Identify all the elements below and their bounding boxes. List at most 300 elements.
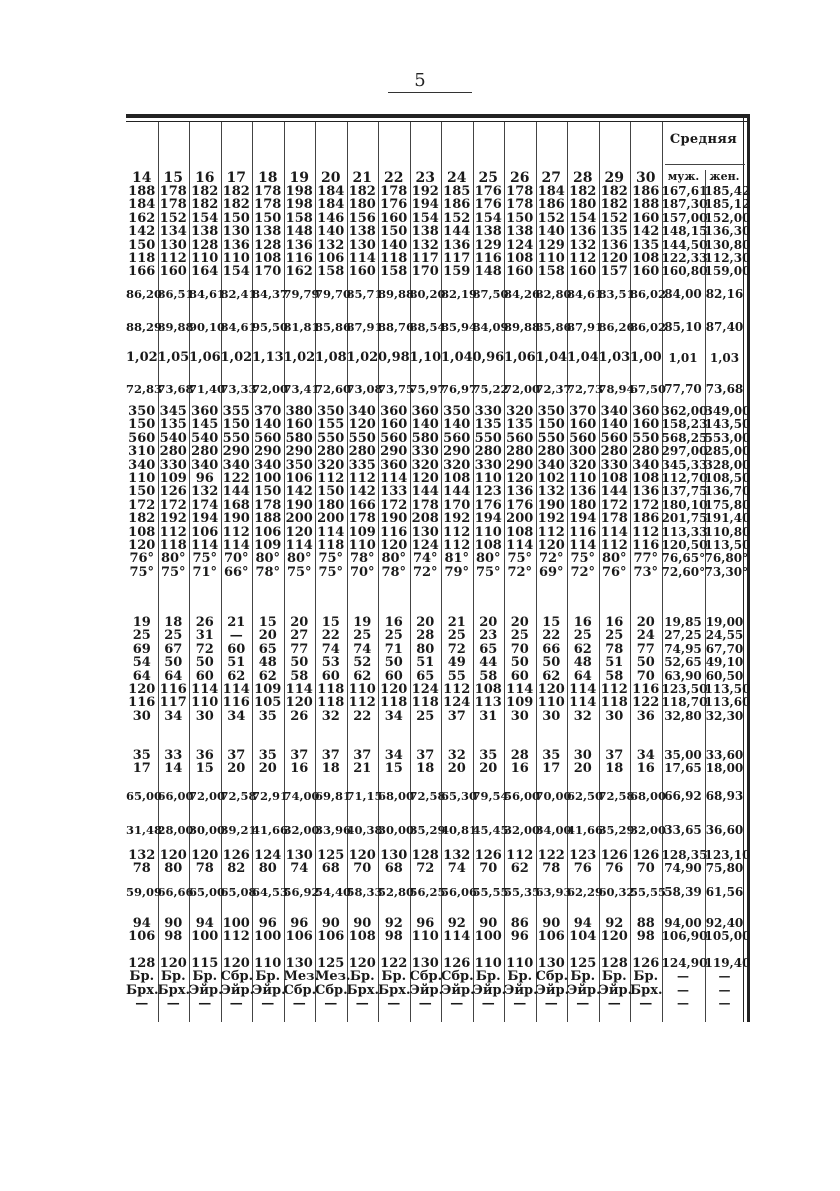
table-row — [126, 239, 750, 252]
table-row — [126, 472, 750, 485]
table-cell: 152 — [159, 210, 187, 226]
table-cell: 120 — [348, 848, 376, 863]
average-male-cell: 77,70 — [664, 382, 702, 396]
table-cell: 184 — [317, 184, 345, 199]
table-cell: 136 — [506, 484, 534, 500]
average-female-cell: 136,30 — [704, 224, 751, 239]
table-cell: 580 — [285, 430, 313, 446]
table-cell: 112 — [632, 524, 660, 540]
table-cell: 86,02 — [630, 320, 667, 334]
table-cell: 73,68 — [157, 382, 194, 396]
average-male-cell: 180,10 — [661, 497, 708, 512]
table-cell: 126 — [600, 848, 628, 863]
table-cell: 32 — [447, 748, 466, 763]
table-cell: 118 — [600, 695, 628, 711]
table-cell: 86,02 — [630, 287, 667, 301]
table-cell: 106 — [191, 524, 219, 540]
table-cell: 100 — [222, 916, 250, 931]
table-row — [126, 348, 750, 368]
table-cell: 160 — [569, 417, 597, 433]
table-cell: 120 — [600, 250, 628, 266]
table-cell: 142 — [128, 224, 156, 240]
table-cell: 35 — [258, 748, 277, 763]
table-block — [126, 820, 750, 840]
column-header: 20 — [321, 170, 341, 186]
table-cell: 112 — [600, 681, 628, 697]
table-cell: 136 — [222, 237, 250, 253]
average-female-cell: 175,80 — [704, 497, 751, 512]
table-cell: 34 — [227, 708, 246, 724]
table-cell: 114 — [569, 695, 597, 711]
table-cell: 180 — [348, 197, 376, 213]
table-cell: 160 — [285, 417, 313, 433]
column-header: 15 — [163, 170, 183, 186]
table-cell: 92 — [384, 916, 403, 931]
table-cell: 82,41 — [220, 287, 257, 301]
table-cell: 110 — [537, 250, 565, 266]
table-cell: 56,00 — [504, 789, 541, 803]
table-cell: 140 — [600, 417, 628, 433]
table-cell: 20 — [573, 761, 592, 777]
table-cell: 73° — [633, 564, 659, 580]
table-cell: 120 — [191, 848, 219, 863]
average-female-cell: 73,68 — [705, 382, 744, 396]
table-cell: 63,93 — [535, 885, 572, 899]
table-cell: Мез. — [315, 969, 351, 985]
table-cell: — — [576, 996, 590, 1012]
table-cell: 200 — [506, 511, 534, 527]
table-cell: — — [229, 628, 243, 644]
average-male-cell: 32,80 — [664, 708, 702, 723]
table-cell: 51 — [227, 655, 246, 671]
table-row — [126, 539, 750, 552]
table-cell: 80° — [601, 551, 627, 567]
average-female-cell: 75,80 — [705, 861, 744, 876]
table-cell: 76 — [573, 861, 592, 877]
table-cell: 81° — [444, 551, 470, 567]
table-cell: 129 — [537, 237, 565, 253]
table-cell: 1,10 — [409, 350, 442, 365]
table-cell: 192 — [537, 511, 565, 527]
table-cell: 75° — [318, 551, 344, 567]
average-male-cell: 74,95 — [664, 641, 702, 656]
table-cell: 112 — [159, 524, 187, 540]
table-cell: Бр. — [507, 969, 533, 985]
table-cell: 122 — [632, 695, 660, 711]
table-cell: 19 — [353, 615, 372, 630]
table-cell: 88,76 — [378, 320, 415, 334]
table-cell: 90 — [479, 916, 498, 931]
table-cell: 16 — [510, 761, 529, 777]
table-cell: 48 — [258, 655, 277, 671]
table-cell: 160 — [380, 417, 408, 433]
table-cell: 130 — [285, 848, 313, 863]
table-cell: 360 — [411, 404, 439, 419]
average-female-cell: 105,00 — [704, 929, 751, 944]
table-cell: 290 — [443, 444, 471, 460]
table-cell: 86,51 — [157, 287, 194, 301]
table-cell: 110 — [222, 250, 250, 266]
table-row — [126, 970, 750, 983]
average-female-cell: 553,00 — [704, 430, 751, 445]
column-header: 28 — [573, 170, 593, 186]
table-cell: 85,86 — [315, 320, 352, 334]
table-cell: 168 — [222, 497, 250, 513]
table-cell: 150 — [222, 417, 250, 433]
table-cell: 120 — [380, 681, 408, 697]
column-header: 17 — [226, 170, 246, 186]
table-cell: 130 — [537, 956, 565, 971]
table-cell: 20 — [479, 615, 498, 630]
table-cell: 360 — [380, 404, 408, 419]
table-cell: 124 — [506, 237, 534, 253]
table-row — [126, 882, 750, 902]
table-cell: 56,06 — [441, 885, 478, 899]
table-cell: 75° — [570, 551, 596, 567]
table-cell: 114 — [380, 470, 408, 486]
table-row — [126, 432, 750, 445]
table-cell: 50 — [290, 655, 309, 671]
table-cell: 17 — [542, 761, 561, 777]
table-cell: 60 — [384, 668, 403, 684]
table-cell: 142 — [632, 224, 660, 240]
table-cell: 116 — [569, 524, 597, 540]
table-cell: 118 — [380, 250, 408, 266]
table-cell: Бр. — [381, 969, 407, 985]
average-male-cell: — — [677, 996, 689, 1011]
table-cell: 310 — [128, 444, 156, 460]
table-cell: 110 — [254, 956, 282, 971]
table-cell: 0,98 — [378, 350, 410, 365]
table-cell: 70° — [349, 564, 375, 580]
average-male-cell: 201,75 — [661, 511, 708, 526]
average-female-cell: 136,70 — [704, 484, 751, 499]
table-cell: 70 — [636, 668, 655, 684]
table-cell: 65,00 — [126, 789, 163, 803]
table-cell: 72,00 — [189, 789, 226, 803]
table-cell: 120 — [506, 470, 534, 486]
table-cell: 120 — [285, 695, 313, 711]
table-cell: 96 — [195, 470, 214, 486]
average-male-cell: 568,25 — [661, 430, 708, 445]
table-cell: 75° — [318, 564, 344, 580]
table-cell: 72° — [538, 551, 564, 567]
table-cell: 19 — [132, 615, 151, 630]
table-cell: 18 — [321, 761, 340, 777]
table-cell: 56,92 — [283, 885, 320, 899]
table-cell: 15 — [321, 615, 340, 630]
table-cell: 16 — [605, 615, 624, 630]
table-cell: 178 — [159, 197, 187, 213]
table-cell: 65 — [258, 641, 277, 657]
table-cell: 154 — [222, 264, 250, 280]
average-female-cell: 82,16 — [705, 287, 744, 301]
table-cell: 188 — [128, 184, 156, 199]
table-cell: 76° — [129, 551, 155, 567]
table-cell: 154 — [411, 210, 439, 226]
table-cell: Эйр. — [409, 982, 444, 998]
table-cell: 106 — [128, 929, 156, 945]
table-cell: 25 — [510, 628, 529, 644]
table-cell: 135 — [474, 417, 502, 433]
average-male-cell: 362,00 — [661, 404, 708, 418]
table-cell: 110 — [474, 524, 502, 540]
table-cell: 108 — [600, 470, 628, 486]
table-cell: 108 — [506, 250, 534, 266]
table-cell: Эйр. — [567, 982, 601, 998]
table-cell: 28 — [510, 748, 529, 763]
table-cell: 117 — [443, 250, 471, 266]
average-male-cell: 58,39 — [664, 885, 702, 899]
table-cell: 16 — [573, 615, 592, 630]
table-cell: 1,05 — [157, 350, 190, 365]
table-cell: 76,97 — [441, 382, 478, 396]
table-cell: 112 — [348, 470, 376, 486]
table-cell: 154 — [191, 210, 219, 226]
table-cell: 140 — [254, 417, 282, 433]
table-cell: 35,29 — [598, 823, 635, 837]
table-cell: 100 — [254, 470, 282, 486]
table-cell: 118 — [380, 695, 408, 711]
average-male-cell: 106,90 — [661, 929, 708, 944]
table-cell: — — [166, 996, 180, 1012]
table-cell: — — [355, 996, 369, 1012]
table-cell: 71° — [192, 564, 218, 580]
table-cell: 134 — [159, 224, 187, 240]
table-cell: 78° — [255, 564, 281, 580]
table-cell: 330 — [159, 457, 187, 473]
table-cell: 73,33 — [220, 382, 257, 396]
table-cell: 132 — [411, 237, 439, 253]
table-cell: 90 — [353, 916, 372, 931]
page-number: 5 — [414, 70, 426, 91]
table-cell: 108 — [474, 681, 502, 697]
table-cell: 56,25 — [409, 885, 446, 899]
table-cell: 72,83 — [126, 382, 163, 396]
table-cell: 71 — [384, 641, 403, 657]
table-cell: 90 — [321, 916, 340, 931]
table-cell: 80° — [255, 551, 281, 567]
table-cell: 74 — [447, 861, 466, 877]
table-cell: 83,51 — [598, 287, 635, 301]
table-cell: 172 — [600, 497, 628, 513]
table-cell: 120 — [600, 929, 628, 945]
average-female-cell: 328,00 — [704, 457, 751, 472]
table-cell: 75° — [192, 551, 218, 567]
table-cell: 72 — [195, 641, 214, 657]
table-cell: 80° — [286, 551, 312, 567]
table-cell: 144 — [222, 484, 250, 500]
table-cell: 114 — [569, 537, 597, 553]
table-cell: 100 — [191, 929, 219, 945]
table-cell: 280 — [159, 444, 187, 460]
table-cell: Эйр. — [504, 982, 538, 998]
table-cell: 66 — [542, 641, 561, 657]
table-cell: 85,94 — [441, 320, 478, 334]
table-row — [126, 317, 750, 337]
table-cell: Сбр. — [535, 969, 569, 985]
table-cell: 86,26 — [598, 320, 635, 334]
table-cell: — — [544, 996, 558, 1012]
table-cell: 106 — [285, 929, 313, 945]
table-cell: — — [639, 996, 653, 1012]
table-cell: 152 — [600, 210, 628, 226]
table-cell: 320 — [411, 457, 439, 473]
table-cell: 110 — [474, 470, 502, 486]
table-cell: 118 — [317, 681, 345, 697]
table-cell: 51 — [416, 655, 435, 671]
table-row — [126, 917, 750, 930]
table-cell: 1,02 — [220, 350, 253, 365]
table-cell: 166 — [348, 497, 376, 513]
table-cell: Брх. — [630, 982, 663, 998]
table-cell: 370 — [569, 404, 597, 419]
table-cell: 290 — [285, 444, 313, 460]
table-cell: 94 — [573, 916, 592, 931]
table-cell: 34 — [384, 748, 403, 763]
table-cell: 178 — [411, 497, 439, 513]
table-cell: Сбр. — [283, 982, 317, 998]
table-cell: Бр. — [160, 969, 186, 985]
table-cell: 77 — [290, 641, 309, 657]
table-cell: 123 — [474, 484, 502, 500]
table-cell: 1,02 — [283, 350, 316, 365]
table-cell: 116 — [474, 250, 502, 266]
table-cell: 280 — [537, 444, 565, 460]
table-cell: 21 — [227, 615, 246, 630]
table-cell: 110 — [411, 929, 439, 945]
table-cell: — — [481, 996, 495, 1012]
average-male-cell: 94,00 — [664, 916, 702, 930]
table-cell: 135 — [506, 417, 534, 433]
table-cell: 186 — [443, 197, 471, 213]
table-row — [126, 566, 750, 579]
table-cell: 94 — [132, 916, 151, 931]
table-cell: 280 — [474, 444, 502, 460]
table-cell: 148 — [285, 224, 313, 240]
table-cell: 88,54 — [409, 320, 446, 334]
table-cell: 540 — [159, 430, 187, 446]
table-cell: 186 — [632, 511, 660, 527]
table-cell: 116 — [159, 681, 187, 697]
table-cell: 1,04 — [535, 350, 568, 365]
table-cell: 124 — [443, 695, 471, 711]
table-cell: 30 — [195, 708, 214, 724]
average-female-cell: 67,70 — [705, 641, 744, 656]
table-cell: 21 — [447, 615, 466, 630]
table-cell: 130 — [285, 956, 313, 971]
table-cell: 16 — [636, 761, 655, 777]
table-cell: 340 — [254, 457, 282, 473]
table-cell: 65,08 — [220, 885, 257, 899]
table-cell: 126 — [443, 956, 471, 971]
table-cell: Бр. — [255, 969, 281, 985]
table-cell: 154 — [474, 210, 502, 226]
table-cell: Сбр. — [315, 982, 348, 998]
table-cell: 50 — [384, 655, 403, 671]
table-cell: Брх. — [126, 982, 159, 998]
average-male-cell: 112,70 — [661, 470, 708, 485]
table-row — [126, 643, 750, 656]
table-cell: 35 — [258, 708, 277, 724]
table-cell: 95,50 — [252, 320, 289, 334]
average-female-cell: 185,42 — [704, 184, 751, 198]
table-row — [126, 512, 750, 525]
table-cell: 74 — [290, 861, 309, 877]
table-cell: 170 — [443, 497, 471, 513]
table-cell: 74 — [321, 641, 340, 657]
table-cell: 162 — [285, 264, 313, 280]
table-cell: 148 — [474, 264, 502, 280]
table-cell: 164 — [191, 264, 219, 280]
table-cell: 68 — [384, 861, 403, 877]
average-male-cell: 17,65 — [664, 761, 702, 776]
table-cell: 108 — [254, 250, 282, 266]
average-female-cell: 60,50 — [705, 668, 744, 683]
table-cell: Эйр. — [472, 982, 507, 998]
table-cell: 280 — [348, 444, 376, 460]
table-cell: 162 — [128, 210, 156, 226]
table-cell: Эйр. — [189, 982, 223, 998]
table-cell: 182 — [222, 197, 250, 213]
average-male-cell: 187,30 — [661, 197, 708, 212]
table-cell: 110 — [569, 470, 597, 486]
table-cell: 136 — [569, 224, 597, 240]
table-cell: 25 — [605, 628, 624, 644]
table-block — [126, 882, 750, 902]
table-cell: 20 — [416, 615, 435, 630]
table-cell: 200 — [285, 511, 313, 527]
average-female-cell: 76,80° — [704, 551, 749, 566]
table-cell: 65,30 — [441, 789, 478, 803]
table-cell: 22 — [542, 628, 561, 644]
average-female-cell: 73,30° — [704, 564, 749, 579]
table-cell: — — [229, 996, 243, 1012]
table-cell: 172 — [159, 497, 187, 513]
table-cell: 65,00 — [189, 885, 226, 899]
table-cell: 66,00 — [157, 789, 194, 803]
table-cell: 72,91 — [252, 789, 289, 803]
table-cell: 55,55 — [472, 885, 509, 899]
table-cell: 60,32 — [598, 885, 635, 899]
table-cell: 30 — [542, 708, 561, 724]
table-cell: 34,00 — [535, 823, 572, 837]
table-cell: Бр. — [601, 969, 627, 985]
table-block — [126, 917, 750, 944]
table-cell: 540 — [191, 430, 219, 446]
table-cell: 135 — [632, 237, 660, 253]
table-cell: 1,04 — [567, 350, 599, 365]
table-cell: 72,58 — [598, 789, 635, 803]
table-cell: 116 — [632, 681, 660, 697]
table-cell: 35 — [479, 748, 498, 763]
table-block — [126, 317, 750, 337]
table-cell: — — [261, 996, 275, 1012]
table-cell: 21 — [353, 761, 372, 777]
average-male-cell: 124,90 — [661, 956, 708, 970]
table-cell: 186 — [537, 197, 565, 213]
table-cell: 15 — [258, 615, 277, 630]
table-cell: 62,50 — [567, 789, 604, 803]
table-cell: 350 — [443, 404, 471, 419]
table-cell: 102 — [537, 470, 565, 486]
table-cell: 32,00 — [504, 823, 541, 837]
table-cell: 70° — [223, 551, 249, 567]
table-cell: 112 — [222, 929, 250, 945]
column-header: 21 — [352, 170, 372, 186]
table-cell: 75° — [286, 564, 312, 580]
table-row — [126, 862, 750, 875]
